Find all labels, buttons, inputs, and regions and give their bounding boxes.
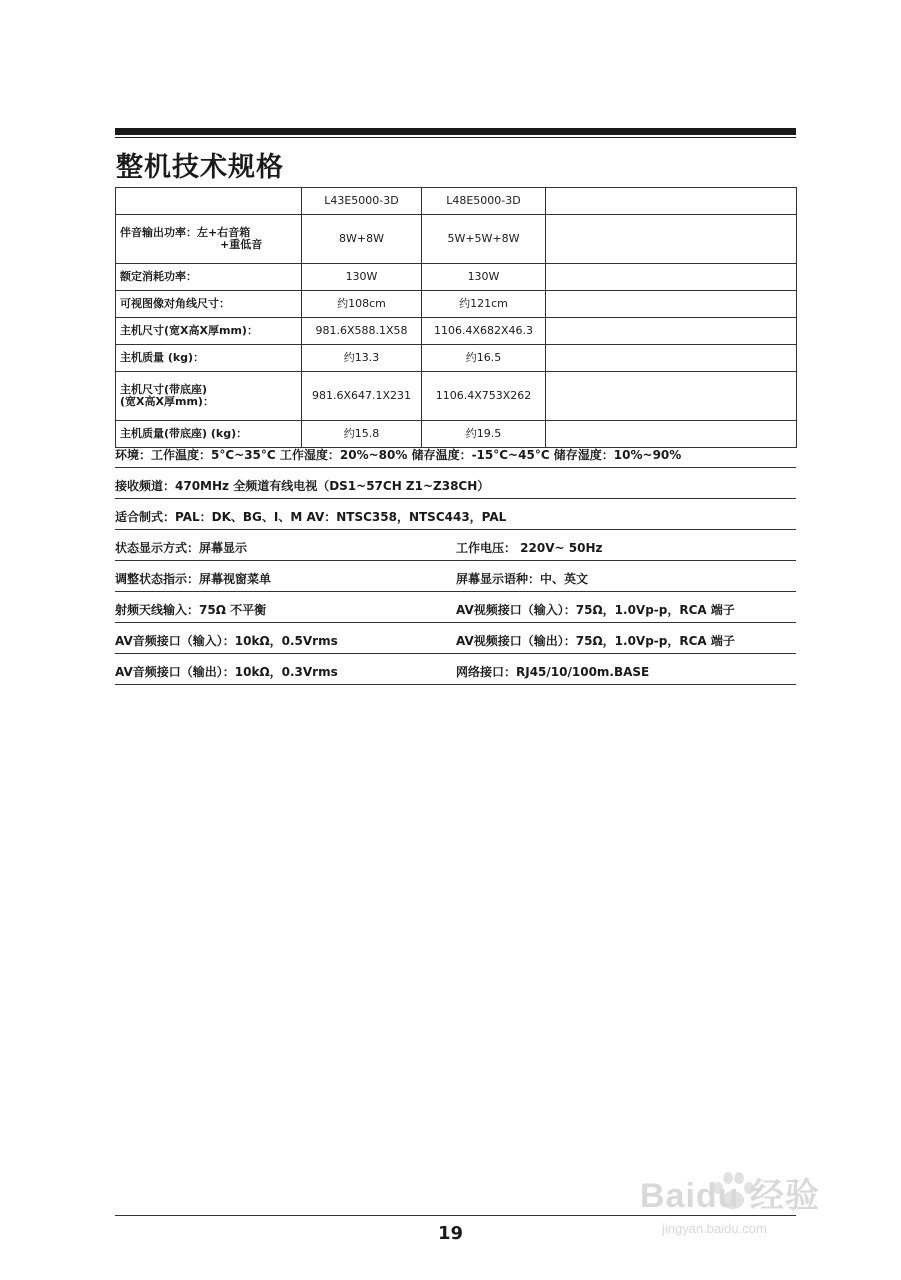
- row-empty-cell: [546, 264, 797, 291]
- table-header-model-2: L48E5000-3D: [422, 188, 546, 215]
- row-label-line-1: 伴音输出功率：左+右音箱: [120, 226, 251, 239]
- spec-line: [115, 468, 796, 499]
- watermark-url: jingyan.baidu.com: [662, 1221, 767, 1236]
- spec-line: [115, 592, 796, 623]
- spec-line-left: 状态显示方式：屏幕显示: [115, 541, 248, 555]
- page-title: 整机技术规格: [116, 152, 284, 183]
- spec-line-left: AV音频接口（输入）：10kΩ，0.5Vrms: [115, 634, 338, 648]
- table-row: [116, 372, 797, 421]
- row-value-model-2: 1106.4X753X262: [422, 372, 546, 421]
- spec-line-left: 适合制式：PAL：DK、BG、I、M AV：NTSC358，NTSC443，PAL: [115, 510, 507, 524]
- row-empty-cell: [546, 318, 797, 345]
- page-number: 19: [437, 1223, 464, 1244]
- table-header-cell: [546, 188, 797, 215]
- spec-line-left: 接收频道：470MHz 全频道有线电视（DS1~57CH Z1~Z38CH）: [115, 479, 490, 493]
- row-value-model-1: 130W: [302, 264, 422, 291]
- spec-line-right: AV视频接口（输入）：75Ω，1.0Vp-p，RCA 端子: [456, 603, 735, 617]
- spec-line: [115, 654, 796, 685]
- row-label: [116, 372, 302, 421]
- spec-line-left: 环境：工作温度：5°C~35°C 工作湿度：20%~80% 储存温度：-15°C~45°C 储存湿度：10%~90%: [115, 448, 682, 462]
- table-header-model-1: L43E5000-3D: [302, 188, 422, 215]
- spec-line: [115, 499, 796, 530]
- top-rule-thin: [115, 137, 796, 138]
- table-header-row: [116, 188, 797, 215]
- row-label: 可视图像对角线尺寸：: [116, 291, 302, 318]
- table-row: [116, 264, 797, 291]
- row-value-model-2: 1106.4X682X46.3: [422, 318, 546, 345]
- spec-line-right: AV视频接口（输出）：75Ω，1.0Vp-p，RCA 端子: [456, 634, 735, 648]
- spec-line: [115, 561, 796, 592]
- row-value-model-1: 981.6X647.1X231: [302, 372, 422, 421]
- row-value-model-1: 8W+8W: [302, 215, 422, 264]
- row-value-model-1: 约13.3: [302, 345, 422, 372]
- row-label-line-2: +重低音: [220, 238, 263, 251]
- spec-line-left: 调整状态指示：屏幕视窗菜单: [115, 572, 272, 586]
- table-row: [116, 215, 797, 264]
- row-empty-cell: [546, 345, 797, 372]
- row-label: 主机尺寸(宽X高X厚mm)：: [116, 318, 302, 345]
- table-header-cell: [116, 188, 302, 215]
- row-value-model-1: 约15.8: [302, 421, 422, 448]
- row-value-model-2: 约121cm: [422, 291, 546, 318]
- row-label-line-2: (宽X高X厚mm)：: [120, 395, 214, 408]
- top-rule: [115, 128, 796, 135]
- row-empty-cell: [546, 372, 797, 421]
- row-label: 主机质量 (kg)：: [116, 345, 302, 372]
- row-label: 主机质量(带底座) (kg)：: [116, 421, 302, 448]
- row-value-model-2: 约16.5: [422, 345, 546, 372]
- spec-line-left: 射频天线输入：75Ω 不平衡: [115, 603, 267, 617]
- spec-line-right: 网络接口：RJ45/10/100m.BASE: [456, 665, 650, 679]
- spec-line-right: 工作电压： 220V~ 50Hz: [456, 541, 603, 555]
- row-label: [116, 215, 302, 264]
- row-value-model-2: 5W+5W+8W: [422, 215, 546, 264]
- row-value-model-1: 981.6X588.1X58: [302, 318, 422, 345]
- row-value-model-1: 约108cm: [302, 291, 422, 318]
- row-empty-cell: [546, 215, 797, 264]
- table-row: [116, 318, 797, 345]
- row-empty-cell: [546, 291, 797, 318]
- spec-line: [115, 530, 796, 561]
- watermark-logo: Baidu 经验: [640, 1177, 820, 1215]
- row-value-model-2: 约19.5: [422, 421, 546, 448]
- row-label-line-1: 主机尺寸(带底座): [120, 383, 208, 396]
- table-row: [116, 291, 797, 318]
- bottom-rule: [115, 1215, 796, 1216]
- spec-line: [115, 437, 796, 468]
- row-value-model-2: 130W: [422, 264, 546, 291]
- table-row: [116, 345, 797, 372]
- spec-line: [115, 623, 796, 654]
- spec-table: [115, 187, 797, 448]
- spec-lines: [115, 437, 796, 685]
- spec-line-right: 屏幕显示语种：中、英文: [456, 572, 589, 586]
- spec-line-left: AV音频接口（输出）：10kΩ，0.3Vrms: [115, 665, 338, 679]
- row-label: 额定消耗功率：: [116, 264, 302, 291]
